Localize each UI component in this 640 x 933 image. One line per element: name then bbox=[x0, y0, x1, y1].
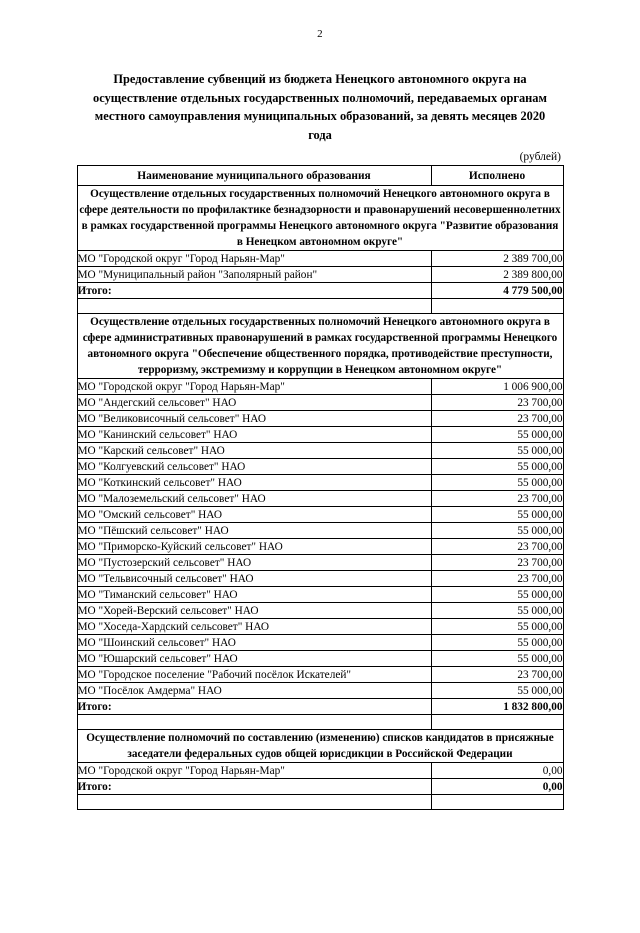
municipality-name: МО "Муниципальный район "Заполярный район" bbox=[77, 267, 431, 283]
total-label: Итого: bbox=[77, 699, 431, 715]
table-row bbox=[77, 507, 563, 523]
executed-amount: 2 389 700,00 bbox=[431, 251, 563, 267]
executed-amount: 55 000,00 bbox=[431, 443, 563, 459]
executed-amount: 23 700,00 bbox=[431, 555, 563, 571]
spacer-cell-name bbox=[77, 715, 431, 730]
section-heading-row bbox=[77, 314, 563, 379]
table-row bbox=[77, 459, 563, 475]
executed-amount: 55 000,00 bbox=[431, 651, 563, 667]
section-heading: Осуществление отдельных государственных полномочий Ненецкого автономного округа в сфере административных правонарушений в рамках государственной программы Ненецкого автономного округа "Обеспечение общественного порядка, противодействие преступности, терроризму, экстремизму и коррупции в Ненецком автономном округе" bbox=[77, 314, 563, 379]
municipality-name: МО "Городской округ "Город Нарьян-Мар" bbox=[77, 379, 431, 395]
spacer-row bbox=[77, 715, 563, 730]
executed-amount: 55 000,00 bbox=[431, 459, 563, 475]
executed-amount: 23 700,00 bbox=[431, 571, 563, 587]
municipality-name: МО "Шоинский сельсовет" НАО bbox=[77, 635, 431, 651]
page-title: Предоставление субвенций из бюджета Ненецкого автономного округа на осуществление отдельных государственных полномочий, передаваемых органам местного самоуправления муниципальных образований, за девять месяцев 2020 года bbox=[93, 72, 547, 142]
municipality-name: МО "Колгуевский сельсовет" НАО bbox=[77, 459, 431, 475]
municipality-name: МО "Тельвисочный сельсовет" НАО bbox=[77, 571, 431, 587]
municipality-name: МО "Хоседа-Хардский сельсовет" НАО bbox=[77, 619, 431, 635]
total-amount: 4 779 500,00 bbox=[431, 283, 563, 299]
spacer-cell-value bbox=[431, 795, 563, 810]
table-row bbox=[77, 635, 563, 651]
table-row bbox=[77, 251, 563, 267]
executed-amount: 0,00 bbox=[431, 763, 563, 779]
spacer-row bbox=[77, 795, 563, 810]
executed-amount: 23 700,00 bbox=[431, 491, 563, 507]
spacer-cell-value bbox=[431, 299, 563, 314]
executed-amount: 23 700,00 bbox=[431, 411, 563, 427]
section-heading: Осуществление отдельных государственных полномочий Ненецкого автономного округа в сфере деятельности по профилактике безнадзорности и правонарушений несовершеннолетних в рамках государственной программы Ненецкого автономного округа "Развитие образования в Ненецком автономном округе" bbox=[77, 186, 563, 251]
subventions-table bbox=[77, 165, 564, 810]
executed-amount: 55 000,00 bbox=[431, 507, 563, 523]
units-label: (рублей) bbox=[519, 151, 561, 163]
table-row bbox=[77, 683, 563, 699]
executed-amount: 55 000,00 bbox=[431, 475, 563, 491]
section-heading: Осуществление полномочий по составлению (изменению) списков кандидатов в присяжные заседатели федеральных судов общей юрисдикции в Российской Федерации bbox=[77, 730, 563, 763]
municipality-name: МО "Посёлок Амдерма" НАО bbox=[77, 683, 431, 699]
municipality-name: МО "Тиманский сельсовет" НАО bbox=[77, 587, 431, 603]
table-row bbox=[77, 523, 563, 539]
spacer-cell-name bbox=[77, 299, 431, 314]
table-row bbox=[77, 411, 563, 427]
municipality-name: МО "Городское поселение "Рабочий посёлок Искателей" bbox=[77, 667, 431, 683]
municipality-name: МО "Карский сельсовет" НАО bbox=[77, 443, 431, 459]
municipality-name: МО "Малоземельский сельсовет" НАО bbox=[77, 491, 431, 507]
municipality-name: МО "Омский сельсовет" НАО bbox=[77, 507, 431, 523]
executed-amount: 1 006 900,00 bbox=[431, 379, 563, 395]
executed-amount: 55 000,00 bbox=[431, 683, 563, 699]
executed-amount: 55 000,00 bbox=[431, 619, 563, 635]
section-total-row bbox=[77, 779, 563, 795]
municipality-name: МО "Канинский сельсовет" НАО bbox=[77, 427, 431, 443]
document-page bbox=[0, 28, 640, 933]
table-row bbox=[77, 587, 563, 603]
page-number: 2 bbox=[317, 28, 323, 40]
table-row bbox=[77, 763, 563, 779]
executed-amount: 55 000,00 bbox=[431, 523, 563, 539]
total-amount: 0,00 bbox=[431, 779, 563, 795]
table-row bbox=[77, 571, 563, 587]
municipality-name: МО "Пустозерский сельсовет" НАО bbox=[77, 555, 431, 571]
table-row bbox=[77, 267, 563, 283]
municipality-name: МО "Пёшский сельсовет" НАО bbox=[77, 523, 431, 539]
spacer-row bbox=[77, 299, 563, 314]
table-header-row bbox=[77, 166, 563, 186]
section-total-row bbox=[77, 699, 563, 715]
table-row bbox=[77, 555, 563, 571]
executed-amount: 23 700,00 bbox=[431, 395, 563, 411]
table-body bbox=[77, 186, 563, 810]
table-head bbox=[77, 166, 563, 186]
municipality-name: МО "Хорей-Верский сельсовет" НАО bbox=[77, 603, 431, 619]
table-row bbox=[77, 379, 563, 395]
section-total-row bbox=[77, 283, 563, 299]
municipality-name: МО "Коткинский сельсовет" НАО bbox=[77, 475, 431, 491]
executed-amount: 23 700,00 bbox=[431, 667, 563, 683]
table-row bbox=[77, 619, 563, 635]
table-row bbox=[77, 667, 563, 683]
total-label: Итого: bbox=[77, 779, 431, 795]
executed-amount: 2 389 800,00 bbox=[431, 267, 563, 283]
executed-amount: 55 000,00 bbox=[431, 427, 563, 443]
municipality-name: МО "Андегский сельсовет" НАО bbox=[77, 395, 431, 411]
section-heading-row bbox=[77, 186, 563, 251]
executed-amount: 23 700,00 bbox=[431, 539, 563, 555]
executed-amount: 55 000,00 bbox=[431, 635, 563, 651]
executed-amount: 55 000,00 bbox=[431, 603, 563, 619]
total-amount: 1 832 800,00 bbox=[431, 699, 563, 715]
table-row bbox=[77, 475, 563, 491]
column-header-value: Исполнено bbox=[431, 166, 563, 186]
table-row bbox=[77, 427, 563, 443]
municipality-name: МО "Городской округ "Город Нарьян-Мар" bbox=[77, 251, 431, 267]
spacer-cell-value bbox=[431, 715, 563, 730]
table-row bbox=[77, 491, 563, 507]
table-row bbox=[77, 443, 563, 459]
table-row bbox=[77, 539, 563, 555]
municipality-name: МО "Городской округ "Город Нарьян-Мар" bbox=[77, 763, 431, 779]
table-row bbox=[77, 651, 563, 667]
municipality-name: МО "Юшарский сельсовет" НАО bbox=[77, 651, 431, 667]
spacer-cell-name bbox=[77, 795, 431, 810]
total-label: Итого: bbox=[77, 283, 431, 299]
table-row bbox=[77, 603, 563, 619]
table-row bbox=[77, 395, 563, 411]
executed-amount: 55 000,00 bbox=[431, 587, 563, 603]
municipality-name: МО "Великовисочный сельсовет" НАО bbox=[77, 411, 431, 427]
municipality-name: МО "Приморско-Куйский сельсовет" НАО bbox=[77, 539, 431, 555]
section-heading-row bbox=[77, 730, 563, 763]
column-header-name: Наименование муниципального образования bbox=[77, 166, 431, 186]
